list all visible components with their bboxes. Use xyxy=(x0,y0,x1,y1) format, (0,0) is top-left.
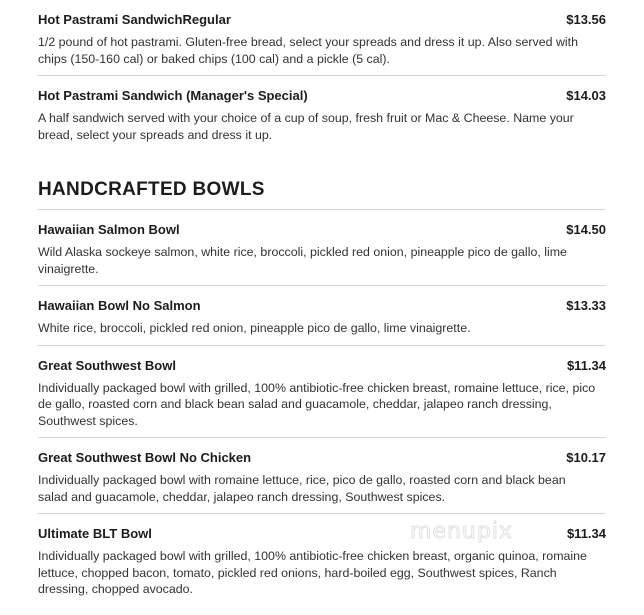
menu-item[interactable] xyxy=(38,210,606,286)
item-price: $14.50 xyxy=(566,222,606,237)
item-description: 1/2 pound of hot pastrami. Gluten-free bread, select your spreads and dress it up. Also served with chips (150-160 cal) or baked chips (100 cal) and a pickle (5 cal). xyxy=(38,35,578,66)
item-name: Hot Pastrami Sandwich (Manager's Special) xyxy=(38,88,308,103)
item-price: $10.17 xyxy=(566,450,606,465)
item-name: Great Southwest Bowl xyxy=(38,357,176,373)
item-description: White rice, broccoli, pickled red onion, pineapple pico de gallo, lime vinaigrette. xyxy=(38,321,471,335)
item-price: $11.34 xyxy=(566,357,606,373)
item-description: Individually packaged bowl with grilled, 100% antibiotic-free chicken breast, organic quinoa, romaine lettuce, chopped bacon, tomato, pickled red onions, hard-boiled egg, Southwest spices, Ranch dressing, chopped avocado. xyxy=(38,549,587,596)
item-description: Individually packaged bowl with grilled, 100% antibiotic-free chicken breast, romaine lettuce, rice, pico de gallo, roasted corn and black bean salad and guacamole, cheddar, jalapeo ranch dressing, Southwest spices. xyxy=(38,380,596,428)
item-price: $13.56 xyxy=(566,12,606,27)
menu-list xyxy=(38,0,606,606)
menu-item[interactable] xyxy=(38,438,606,514)
item-price: $11.34 xyxy=(566,526,606,541)
item-description: A half sandwich served with your choice of a cup of soup, fresh fruit or Mac & Cheese. Name your bread, select your spreads and dress it up. xyxy=(38,111,574,142)
item-name: Ultimate BLT Bowl xyxy=(38,526,152,541)
item-price: $13.33 xyxy=(566,298,606,313)
section-title: HANDCRAFTED BOWLS xyxy=(38,151,606,210)
item-description: Individually packaged bowl with romaine lettuce, rice, pico de gallo, roasted corn and black bean salad and guacamole, cheddar, jalapeo ranch dressing, Southwest spices. xyxy=(38,473,566,504)
menu-item[interactable] xyxy=(38,346,606,439)
watermark-logo: menupix xyxy=(410,519,513,544)
item-name: Hawaiian Bowl No Salmon xyxy=(38,298,201,313)
menu-item[interactable] xyxy=(38,76,606,151)
menu-item[interactable] xyxy=(38,0,606,76)
item-name: Hot Pastrami SandwichRegular xyxy=(38,12,231,27)
menu-item[interactable] xyxy=(38,514,606,606)
item-price: $14.03 xyxy=(566,88,606,103)
item-name: Hawaiian Salmon Bowl xyxy=(38,222,180,237)
item-name: Great Southwest Bowl No Chicken xyxy=(38,450,252,465)
item-description: Wild Alaska sockeye salmon, white rice, broccoli, pickled red onion, pineapple pico de gallo, lime vinaigrette. xyxy=(38,245,567,276)
menu-item[interactable] xyxy=(38,286,606,346)
